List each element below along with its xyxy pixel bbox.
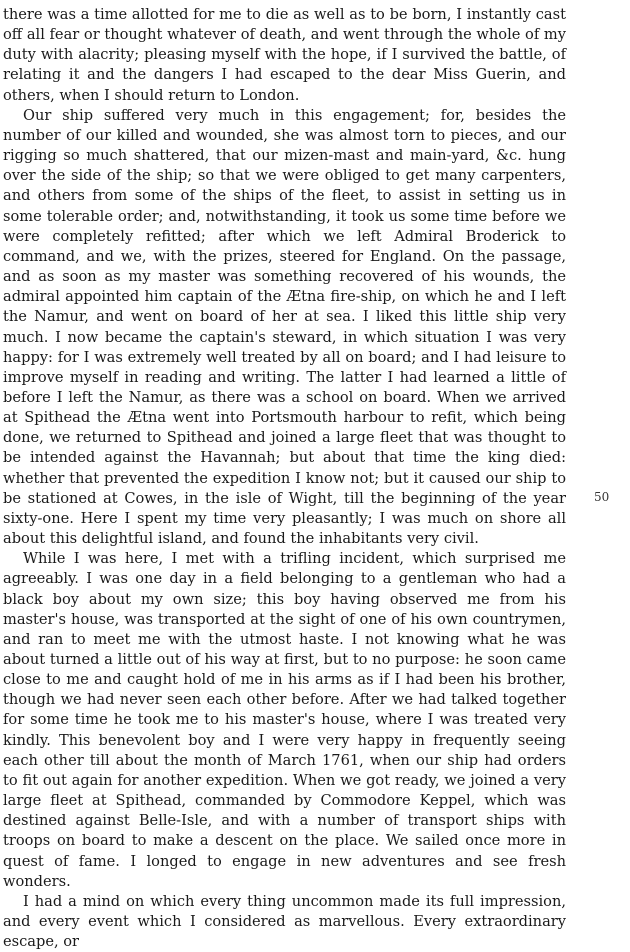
paragraph-4: I had a mind on which every thing uncommon made its full impression, and every event which I considered as marvellous. Every extraordinary escape, or [3, 892, 566, 951]
line-number: 50 [594, 490, 610, 504]
paragraph-2: Our ship suffered very much in this engagement; for, besides the number of our killed and wounded, she was almost torn to pieces, and our rigging so much shattered, that our mizen-mast and main-yard, &c. hung over the side of the ship; so that we were obliged to get many carpenters, and others from some of the ships of the fleet, to assist in setting us in some tolerable order; and, notwithstanding, it took us some time before we were completely refitted; after which we left Admiral Broderick to command, and we, with the prizes, steered for England. On the passage, and as soon as my master was something recovered of his wounds, the admiral appointed him captain of the Ætna fire-ship, on which he and I left the Namur, and went on board of her at sea. I liked this little ship very much. I now became the captain's steward, in which situation I was very happy: for I was extremely well treated by all on board; and I had leisure to improve myself in reading and writing. The latter I had learned a little of before I left the Namur, as there was a school on board. When we arrived at Spithead the Ætna went into Portsmouth harbour to refit, which being done, we returned to Spithead and joined a large fleet that was thought to be intended against the Havannah; but about that time the king died: whether that prevented the expedition I know not; but it caused our ship to be stationed at Cowes, in the isle of Wight, till the beginning of the year sixty-one. Here I spent my time very pleasantly; I was much on shore all about this delightful island, and found the inhabitants very civil. [3, 106, 566, 548]
paragraph-3: While I was here, I met with a trifling incident, which surprised me agreeably. I was one day in a field belonging to a gentleman who had a black boy about my own size; this boy having observed me from his master's house, was transported at the sight of one of his own countrymen, and ran to meet me with the utmost haste. I not knowing what he was about turned a little out of his way at first, but to no purpose: he soon came close to me and caught hold of me in his arms as if I had been his brother, though we had never seen each other before. After we had talked together for some time he took me to his master's house, where I was treated very kindly. This benevolent boy and I were very happy in frequently seeing each other till about the month of March 1761, when our ship had orders to fit out again for another expedition. When we got ready, we joined a very large fleet at Spithead, commanded by Commodore Keppel, which was destined against Belle-Isle, and with a number of transport ships with troops on board to make a descent on the place. We sailed once more in quest of fame. I longed to engage in new adventures and see fresh wonders. [3, 550, 566, 890]
paragraph-1: there was a time allotted for me to die as well as to be born, I instantly cast off all fear or thought whatever of death, and went through the whole of my duty with alacrity; pleasing myself with the hope, if I survived the battle, of relating it and the dangers I had escaped to the dear Miss Guerin, and others, when I should return to London. [3, 6, 566, 104]
page-text [3, 5, 566, 952]
